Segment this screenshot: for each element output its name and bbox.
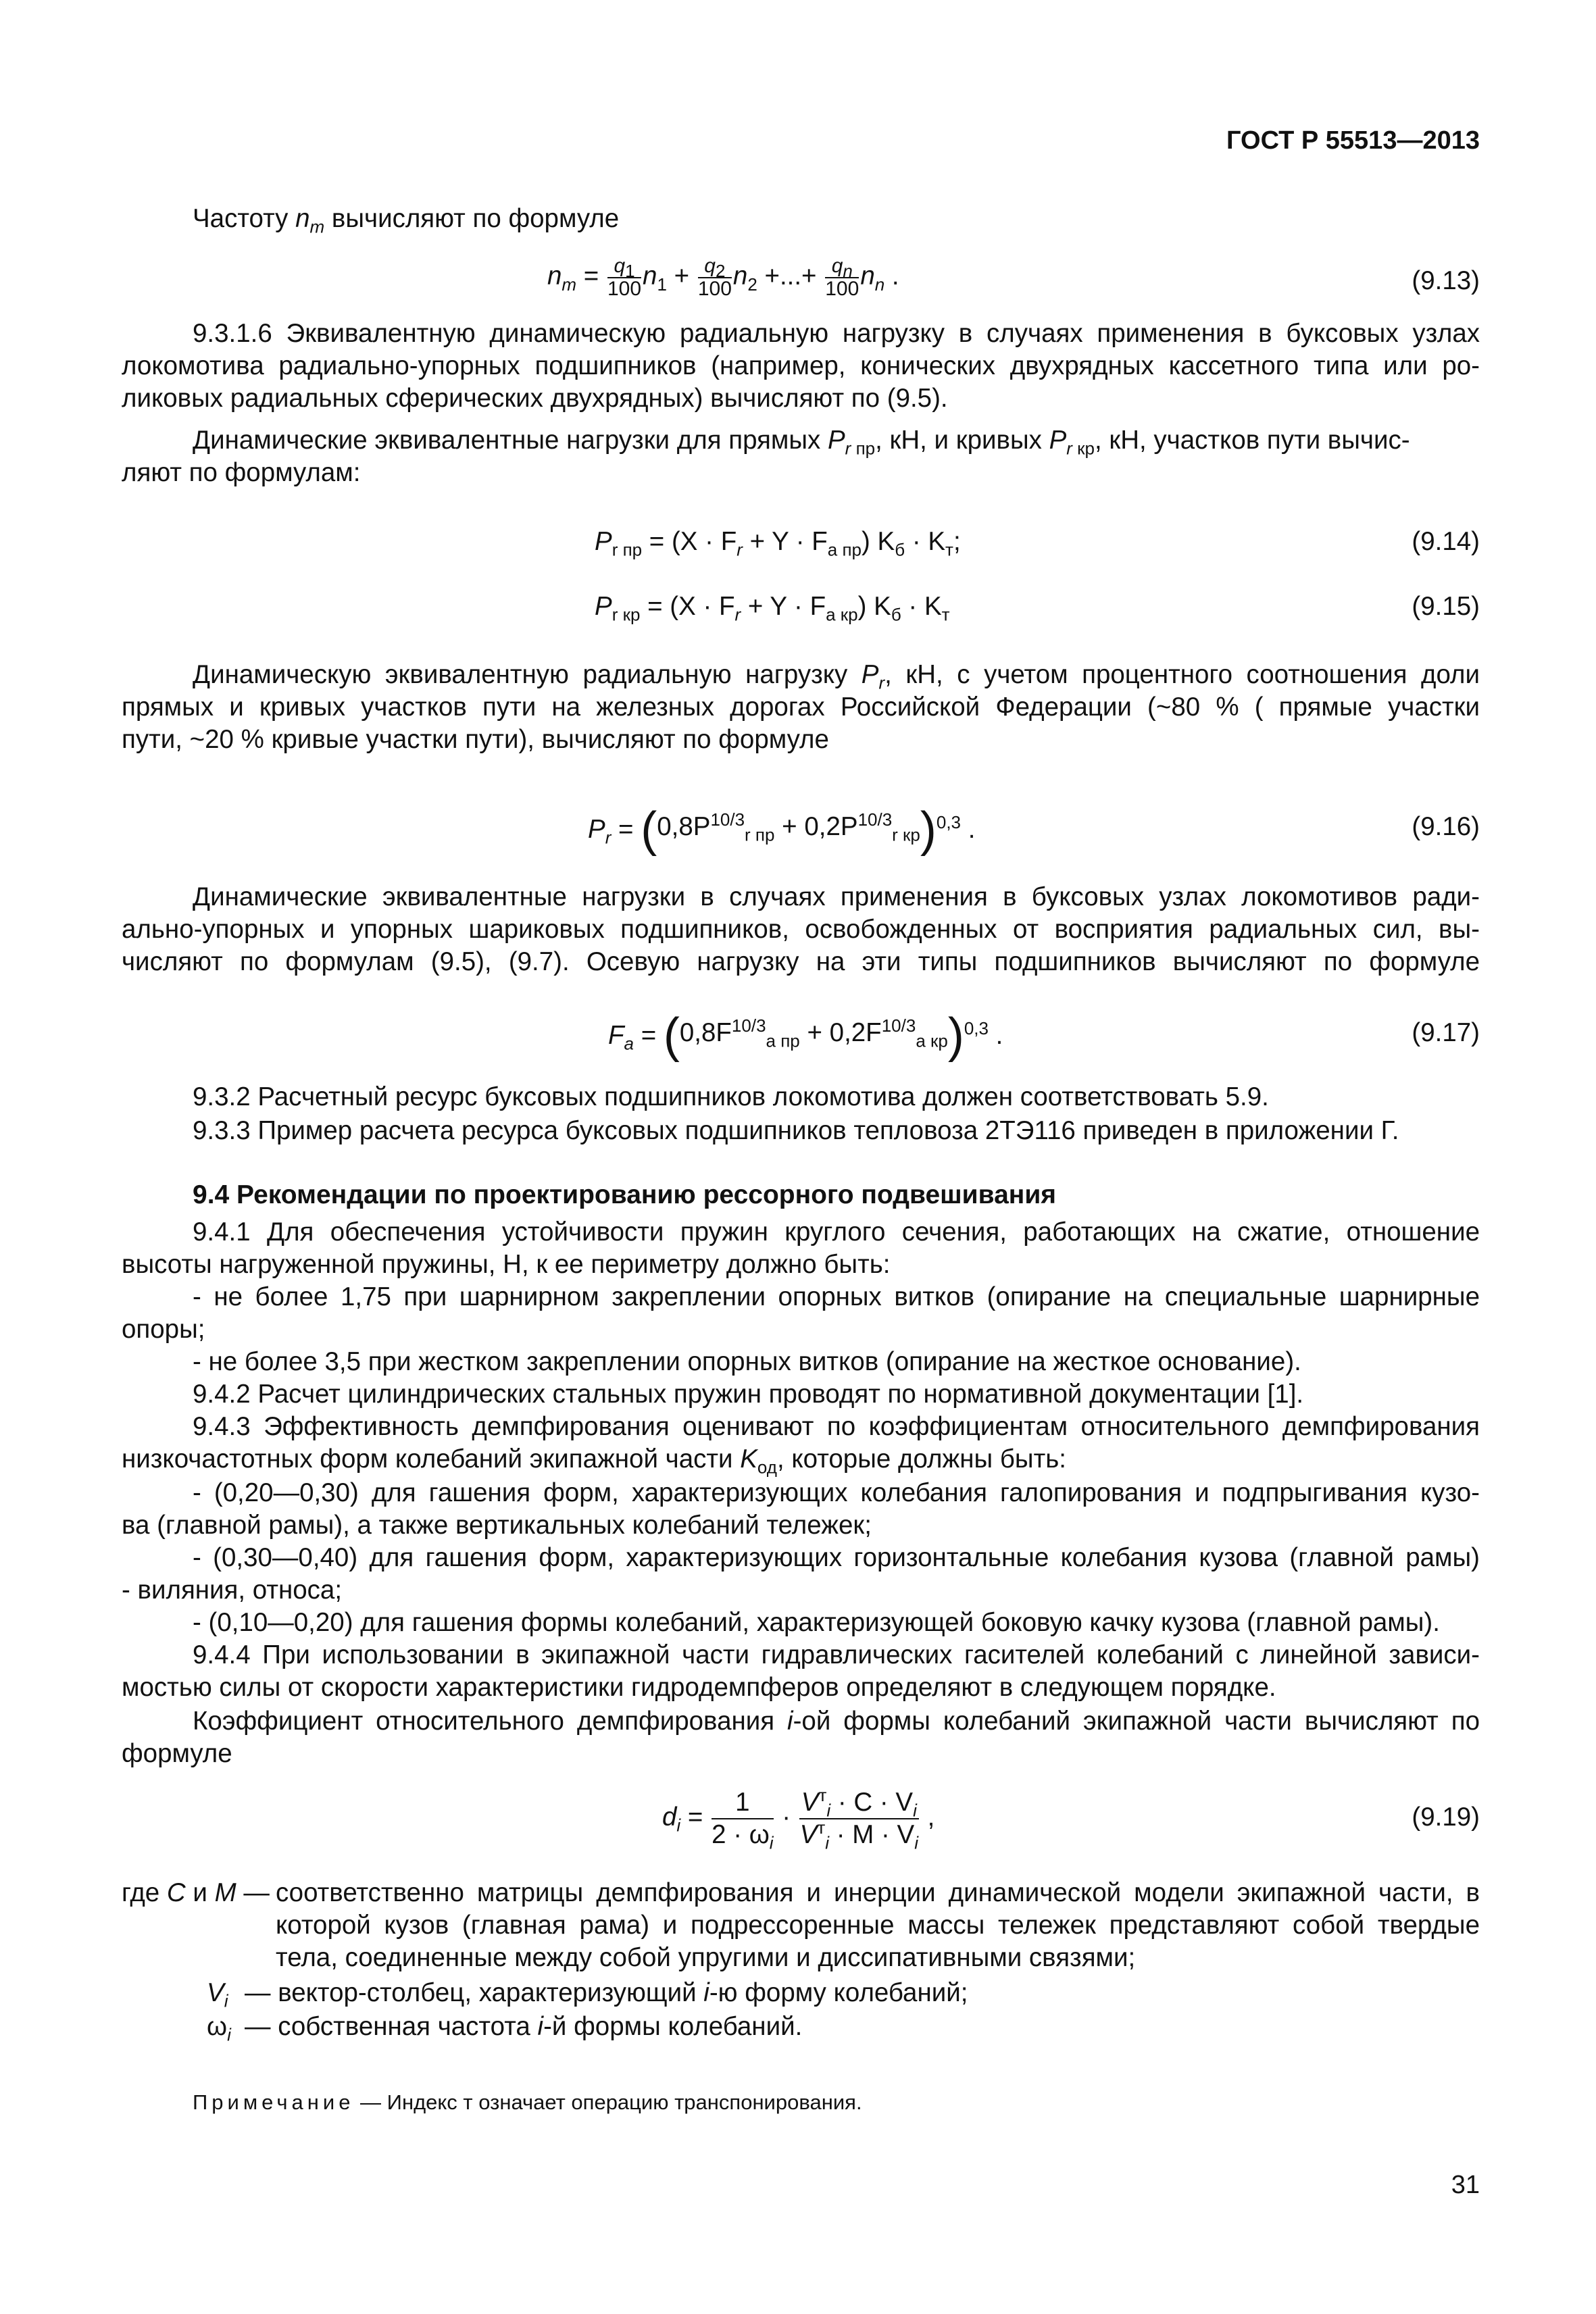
paragraph-dyn1-line1: Динамические эквивалентные нагрузки для прямых $P_{r пр}$, кН, и кривых $P_{r кр}$, кН, участков пути вычис- [193,426,1410,459]
paragraph-944-line1: 9.4.4 При использовании в экипажной части гидравлических гасителей колебаний с линейной зависи- [193,1640,1480,1669]
nm-intro: Частоту $n_m$ вычисляют по формуле [193,204,620,237]
paragraph-dyn2-line1: Динамическую эквивалентную радиальную нагрузку $P_r$, кН, с учетом процентного соотношения доли [193,660,1480,693]
legend-cm-line3: тела, соединенные между собой упругими и диссипативными связями; [276,1943,1136,1972]
legend-cm-label: где C и M — [122,1878,270,1907]
paragraph-dyn3-line3: числяют по формулам (9.5), (9.7). Осевую нагрузку на эти типы подшипников вычисляют по формуле [122,947,1480,976]
paragraph-9316-line2: локомотива радиально-упорных подшипников (например, конических двухрядных кассетного типа или ро- [122,351,1480,380]
formula-9-15: $P_{r кр} = (X \cdot F_r + Y \cdot F_{a кр}) K_б \cdot K_т$ [595,592,950,625]
paragraph-944-line2: мостью силы от скорости характеристики гидродемпферов определяют в следующем порядке. [122,1673,1276,1702]
paragraph-dyn3-line1: Динамические эквивалентные нагрузки в случаях применения в буксовых узлах локомотивов ради- [193,882,1480,911]
list-item: - (0,10—0,20) для гашения формы колебаний, характеризующей боковую качку кузова (главной рамы). [193,1608,1440,1637]
legend-omega-text: — собственная частота i-й формы колебаний. [245,2012,803,2041]
page-number: 31 [1451,2171,1480,2199]
legend-v: $V_i$ [207,1978,228,2011]
list-item: - не более 3,5 при жестком закреплении опорных витков (опирание на жесткое основание). [193,1347,1301,1376]
paragraph-943-line2: низкочастотных форм колебаний экипажной части $K_{од}$, которые должны быть: [122,1444,1066,1478]
paragraph-942: 9.4.2 Расчет цилиндрических стальных пружин проводят по нормативной документации [1]. [193,1380,1304,1409]
fraction-q2: $\frac{q_2}{100}$ [697,255,732,300]
formula-number: (9.16) [1412,812,1480,841]
note-label: Примечание [193,2090,355,2114]
fraction-qn: $\frac{q_n}{100}$ [825,255,859,300]
list-item-cont: - виляния, относа; [122,1576,343,1605]
formula-number: (9.14) [1412,527,1480,556]
fraction-q1: $\frac{q_1}{100}$ [607,255,642,300]
paragraph-932: 9.3.2 Расчетный ресурс буксовых подшипников локомотива должен соответствовать 5.9. [193,1082,1269,1111]
paragraph-dyn1-line2: ляют по формулам: [122,458,361,487]
paragraph-coef-line2: формуле [122,1739,232,1768]
paragraph-dyn3-line2: ально-упорных и упорных шариковых подшипников, освобожденных от восприятия радиальных сил, вы- [122,915,1480,944]
paragraph-941-line1: 9.4.1 Для обеспечения устойчивости пружин круглого сечения, работающих на сжатие, отношение [193,1217,1480,1247]
list-item: - (0,30—0,40) для гашения форм, характеризующих горизонтальные колебания кузова (главной рамы) [193,1543,1480,1572]
paragraph-dyn2-line3: пути, ~20 % кривые участки пути), вычисляют по формуле [122,725,829,754]
formula-9-14: $P_{r пр} = (X \cdot F_r + Y \cdot F_{a пр}) K_б \cdot K_т$; [595,527,961,560]
paragraph-9316-line1: 9.3.1.6 Эквивалентную динамическую радиальную нагрузку в случаях применения в буксовых узлах [193,319,1480,348]
legend-cm-line1: соответственно матрицы демпфирования и инерции динамической модели экипажной части, в [276,1878,1480,1907]
list-item-cont: ва (главной рамы), а также вертикальных колебаний тележек; [122,1511,872,1540]
fraction-inverse-omega: $\frac{1}{2 \cdot \omega_i}$ [712,1787,774,1853]
paragraph-941-line2: высоты нагруженной пружины, Н, к ее периметру должно быть: [122,1250,891,1279]
list-item-cont: опоры; [122,1315,205,1344]
section-heading-9-4: 9.4 Рекомендации по проектированию рессорного подвешивания [193,1180,1057,1209]
formula-number: (9.17) [1412,1018,1480,1047]
paragraph-dyn2-line2: прямых и кривых участков пути на железных дорогах Российской Федерации (~80 % ( прямые участки [122,693,1480,722]
formula-9-17: $F_a = (0,8F^{10/3}_{a пр} + 0,2F^{10/3}_{a кр})^{0,3}$ . [608,1009,1003,1063]
legend-v-text: — вектор-столбец, характеризующий i-ю форму колебаний; [245,1978,968,2007]
paragraph-coef-line1: Коэффициент относительного демпфирования i-ой формы колебаний экипажной части вычисляют по [193,1707,1480,1736]
fraction-damping: $V^т_i \cdot C \cdot V_i$ $V^т_i \cdot M \cdot V_i$ [799,1785,918,1853]
legend-omega: $\omega_i$ [207,2012,231,2045]
formula-number: (9.13) [1412,266,1480,295]
paragraph-943-line1: 9.4.3 Эффективность демпфирования оценивают по коэффициентам относительного демпфирования [193,1412,1480,1441]
formula-number: (9.19) [1412,1803,1480,1832]
list-item: - (0,20—0,30) для гашения форм, характеризующих колебания галопирования и подпрыгивания кузо- [193,1478,1480,1507]
paragraph-9316-line3: ликовых радиальных сферических двухрядных) вычисляют по (9.5). [122,384,948,413]
list-item: - не более 1,75 при шарнирном закреплении опорных витков (опирание на специальные шарнирные [193,1282,1480,1311]
formula-number: (9.15) [1412,592,1480,621]
formula-9-13: $n_m$ = $\frac{q_1}{100}$ $n_1$ + $\frac{q_2}{100}$ $n_2$ +...+ $\frac{q_n}{100}$ $n_n$ . [547,255,899,300]
formula-9-16: $P_r = (0,8P^{10/3}_{r пр} + 0,2P^{10/3}_{r кр})^{0,3}$ . [588,803,976,857]
formula-9-19: $d_i$ = $\frac{1}{2 \cdot \omega_i}$ · $V^т_i \cdot C \cdot V_i$ $V^т_i \cdot M \cdot V_i$ , [662,1785,935,1853]
legend-cm-line2: которой кузов (главная рама) и подрессоренные массы тележек представляют собой твердые [276,1911,1480,1940]
document-code: ГОСТ Р 55513—2013 [1226,126,1480,155]
note: Примечание — Индекс т означает операцию транспонирования. [193,2090,862,2114]
paragraph-933: 9.3.3 Пример расчета ресурса буксовых подшипников тепловоза 2ТЭ116 приведен в приложении Г. [193,1116,1399,1145]
